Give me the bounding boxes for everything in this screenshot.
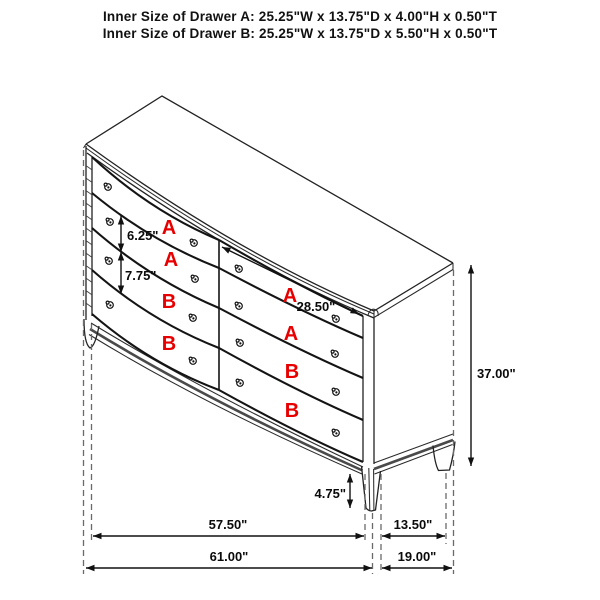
drawer-knob [191, 275, 198, 282]
drawer-knob [332, 429, 339, 436]
drawer-knob [332, 315, 339, 322]
drawer-knob [105, 257, 112, 264]
header-line-2: Inner Size of Drawer B: 25.25"W x 13.75"D x 5.50"H x 0.50"T [102, 26, 498, 41]
dresser-legs [84, 319, 455, 511]
stile-edge-ticks [87, 166, 92, 307]
drawer-label: B [161, 333, 177, 355]
dim-label-leg-height: 4.75" [314, 486, 346, 501]
extension-lines [84, 150, 454, 574]
drawer-knob [235, 302, 242, 309]
drawer-knob [236, 379, 243, 386]
dim-label-drawer-a-front: 6.25" [127, 228, 159, 243]
dim-label-overall-width: 61.00" [209, 549, 249, 564]
dim-label-side-depth: 13.50" [393, 517, 433, 532]
drawer-knob [189, 314, 196, 321]
drawer-label: B [284, 400, 300, 422]
drawer-label: A [282, 285, 298, 307]
dim-label-overall-depth: 19.00" [397, 549, 437, 564]
drawer-knob [106, 301, 113, 308]
dimension-labels [125, 228, 516, 564]
drawer-knob [104, 183, 111, 190]
drawer-knob [332, 388, 339, 395]
drawer-knob [331, 350, 338, 357]
drawer-label: B [161, 291, 177, 313]
drawer-label: B [284, 361, 300, 383]
dim-label-drawer-row-width: 28.50" [296, 299, 336, 314]
dim-label-overall-height: 37.00" [477, 366, 516, 381]
dim-label-drawer-b-front: 7.75" [125, 268, 157, 283]
drawer-knob [236, 339, 243, 346]
drawer-label: A [283, 323, 299, 345]
drawer-knob [235, 265, 242, 272]
drawer-label: A [161, 217, 177, 239]
drawer-knob [106, 218, 113, 225]
header-line-1: Inner Size of Drawer A: 25.25"W x 13.75"D x 4.00"H x 0.50"T [102, 9, 498, 24]
dim-label-front-width: 57.50" [208, 517, 248, 532]
drawer-knob [190, 239, 197, 246]
drawer-knob [189, 357, 196, 364]
drawer-label: A [163, 249, 179, 271]
